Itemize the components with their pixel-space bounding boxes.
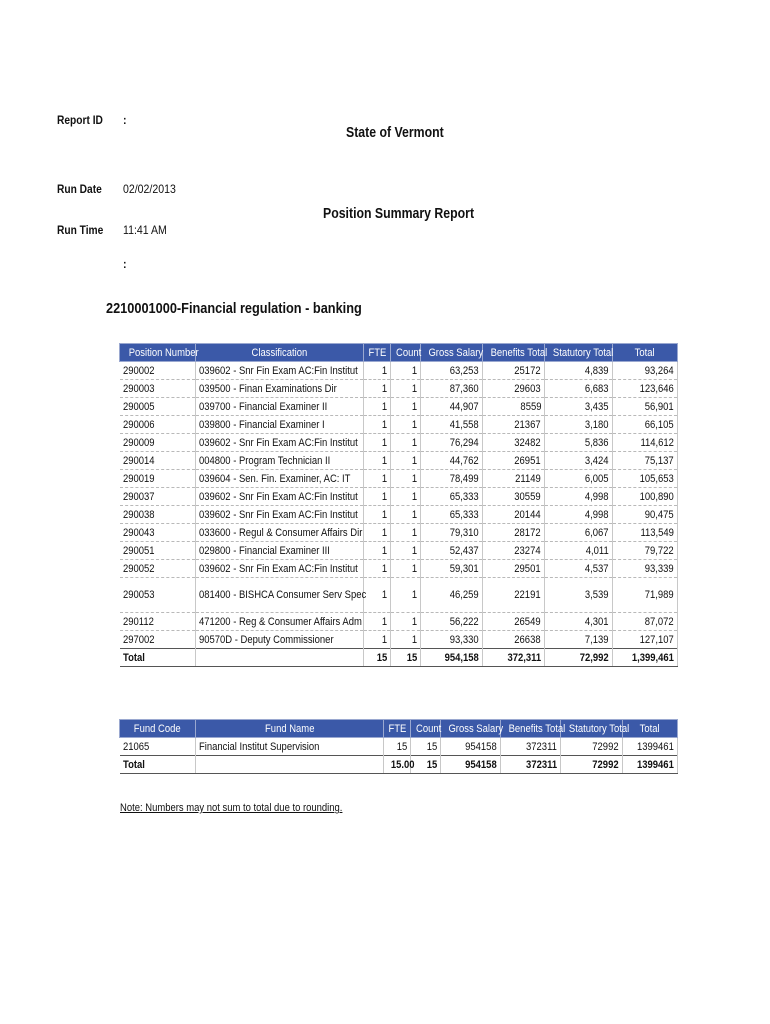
table-cell: 5,836 [545,434,613,452]
table-cell: 26638 [483,631,545,649]
table-cell: 8559 [483,398,545,416]
table-cell: 1 [391,506,421,524]
total-cell: 15 [364,649,391,667]
table-cell: 290014 [120,452,196,470]
table-cell: 71,989 [613,578,678,613]
table-cell: 290005 [120,398,196,416]
fund-table [119,719,678,774]
col-header: Classification [196,344,364,362]
table-cell: 66,105 [613,416,678,434]
table-row [120,524,678,542]
table-row [120,738,678,756]
table-cell: 039604 - Sen. Fin. Examiner, AC: IT [196,470,364,488]
table-cell: 100,890 [613,488,678,506]
total-row [120,756,678,774]
table-row [120,470,678,488]
col-header: Gross Salary [421,344,483,362]
table-cell: 56,222 [421,613,483,631]
table-cell: 290043 [120,524,196,542]
table-cell: 22191 [483,578,545,613]
table-cell: 41,558 [421,416,483,434]
col-header: Benefits Total [501,720,561,738]
table-cell: 26951 [483,452,545,470]
table-cell: 1 [391,578,421,613]
run-time-label: Run Time [57,223,104,237]
table-cell: 1 [391,434,421,452]
table-cell: 1 [364,613,391,631]
table-cell: 1 [364,506,391,524]
table-row [120,416,678,434]
table-cell: 290112 [120,613,196,631]
table-row [120,362,678,380]
table-cell: 26549 [483,613,545,631]
total-cell [196,756,384,774]
table-row [120,380,678,398]
position-table-header [120,344,678,362]
table-cell: 65,333 [421,488,483,506]
table-row [120,506,678,524]
table-cell: 90,475 [613,506,678,524]
table-cell: 1 [391,380,421,398]
total-cell: 15 [391,649,421,667]
col-header: Statutory Total [545,344,613,362]
table-cell: 1 [391,560,421,578]
table-cell: 105,653 [613,470,678,488]
total-cell: Total [120,649,196,667]
table-cell: 52,437 [421,542,483,560]
table-row [120,560,678,578]
table-cell: 1 [391,542,421,560]
table-cell: 113,549 [613,524,678,542]
run-time-value: 11:41 AM [123,223,167,237]
org-title: State of Vermont [346,124,444,141]
table-cell: 290051 [120,542,196,560]
table-cell: 290019 [120,470,196,488]
table-cell: 1 [364,560,391,578]
table-cell: 1 [391,452,421,470]
table-cell: 1 [364,398,391,416]
table-cell: 93,264 [613,362,678,380]
table-cell: 25172 [483,362,545,380]
table-cell: 6,067 [545,524,613,542]
table-row [120,542,678,560]
table-cell: 56,901 [613,398,678,416]
table-cell: 29603 [483,380,545,398]
table-cell: 3,435 [545,398,613,416]
table-cell: 29501 [483,560,545,578]
table-row [120,488,678,506]
table-cell: 1 [391,613,421,631]
col-header: Statutory Total [561,720,623,738]
table-cell: 039602 - Snr Fin Exam AC:Fin Institut [196,488,364,506]
table-cell: 290009 [120,434,196,452]
col-header: Total [623,720,678,738]
table-row [120,578,678,613]
table-cell: 15 [384,738,411,756]
table-cell: 4,839 [545,362,613,380]
table-cell: 28172 [483,524,545,542]
table-cell: 1 [391,524,421,542]
col-header: FTE [384,720,411,738]
total-cell: Total [120,756,196,774]
table-cell: 1 [364,470,391,488]
total-cell: 954,158 [421,649,483,667]
table-cell: 1 [364,488,391,506]
table-cell: 954158 [441,738,501,756]
table-cell: 039800 - Financial Examiner I [196,416,364,434]
total-cell: 1,399,461 [613,649,678,667]
table-cell: 039700 - Financial Examiner II [196,398,364,416]
table-cell: 290006 [120,416,196,434]
col-header: Fund Code [120,720,196,738]
report-id-label: Report ID [57,113,103,127]
report-id-separator: : [123,113,127,127]
table-cell: 21065 [120,738,196,756]
table-cell: 127,107 [613,631,678,649]
table-cell: 79,310 [421,524,483,542]
table-cell: 290052 [120,560,196,578]
col-header: Total [613,344,678,362]
section-title: 2210001000-Financial regulation - banking [106,300,362,317]
table-cell: 44,762 [421,452,483,470]
run-date-label: Run Date [57,182,102,196]
table-cell: 75,137 [613,452,678,470]
total-cell: 72,992 [545,649,613,667]
fund-table-header [120,720,678,738]
table-cell: 081400 - BISHCA Consumer Serv Spec [196,578,364,613]
table-cell: 039500 - Finan Examinations Dir [196,380,364,398]
table-cell: 23274 [483,542,545,560]
table-cell: 90570D - Deputy Commissioner [196,631,364,649]
total-cell: 372,311 [483,649,545,667]
table-cell: 1 [364,524,391,542]
run-date-value: 02/02/2013 [123,182,176,196]
table-cell: 76,294 [421,434,483,452]
table-cell: 290038 [120,506,196,524]
table-cell: 033600 - Regul & Consumer Affairs Dir [196,524,364,542]
table-cell: 6,683 [545,380,613,398]
table-cell: 6,005 [545,470,613,488]
table-cell: 297002 [120,631,196,649]
table-cell: 79,722 [613,542,678,560]
table-cell: 1399461 [623,738,678,756]
table-cell: 3,424 [545,452,613,470]
table-cell: 1 [364,578,391,613]
table-cell: 1 [364,434,391,452]
table-cell: 65,333 [421,506,483,524]
table-cell: 15 [411,738,441,756]
total-cell: 72992 [561,756,623,774]
table-cell: 471200 - Reg & Consumer Affairs Adm [196,613,364,631]
total-cell [196,649,364,667]
table-cell: 290003 [120,380,196,398]
col-header: Count [391,344,421,362]
table-cell: 93,339 [613,560,678,578]
table-cell: 1 [364,362,391,380]
table-row [120,434,678,452]
table-cell: 1 [364,542,391,560]
position-table [119,343,678,667]
table-cell: 1 [391,488,421,506]
col-header: FTE [364,344,391,362]
table-cell: 1 [391,362,421,380]
table-cell: 290037 [120,488,196,506]
col-header: Gross Salary [441,720,501,738]
table-cell: 1 [391,470,421,488]
table-cell: 114,612 [613,434,678,452]
total-cell: 372311 [501,756,561,774]
table-cell: 039602 - Snr Fin Exam AC:Fin Institut [196,506,364,524]
table-cell: 4,011 [545,542,613,560]
total-cell: 954158 [441,756,501,774]
col-header: Benefits Total [483,344,545,362]
report-title: Position Summary Report [323,205,475,222]
table-cell: 4,998 [545,488,613,506]
total-cell: 1399461 [623,756,678,774]
table-cell: 4,998 [545,506,613,524]
table-cell: 87,360 [421,380,483,398]
table-cell: 63,253 [421,362,483,380]
table-cell: 039602 - Snr Fin Exam AC:Fin Institut [196,362,364,380]
table-cell: 039602 - Snr Fin Exam AC:Fin Institut [196,560,364,578]
table-cell: 372311 [501,738,561,756]
table-row [120,613,678,631]
table-cell: 1 [364,452,391,470]
table-cell: 72992 [561,738,623,756]
table-cell: 21367 [483,416,545,434]
col-header: Position Number [120,344,196,362]
table-cell: 123,646 [613,380,678,398]
table-cell: 290053 [120,578,196,613]
table-cell: 1 [364,380,391,398]
table-cell: 20144 [483,506,545,524]
col-header: Count [411,720,441,738]
rounding-note: Note: Numbers may not sum to total due to rounding. [120,802,343,814]
table-cell: 30559 [483,488,545,506]
table-cell: 1 [364,631,391,649]
table-cell: 4,537 [545,560,613,578]
table-row [120,452,678,470]
table-cell: 32482 [483,434,545,452]
table-cell: 59,301 [421,560,483,578]
table-cell: 1 [391,631,421,649]
table-cell: 290002 [120,362,196,380]
table-cell: 004800 - Program Technician II [196,452,364,470]
col-header: Fund Name [196,720,384,738]
table-cell: 1 [364,416,391,434]
total-cell: 15 [411,756,441,774]
table-cell: Financial Institut Supervision [196,738,384,756]
table-cell: 46,259 [421,578,483,613]
table-cell: 44,907 [421,398,483,416]
table-cell: 1 [391,398,421,416]
table-cell: 78,499 [421,470,483,488]
table-cell: 7,139 [545,631,613,649]
table-cell: 87,072 [613,613,678,631]
table-row [120,631,678,649]
table-cell: 3,539 [545,578,613,613]
table-cell: 21149 [483,470,545,488]
extra-separator: : [123,257,127,271]
table-cell: 039602 - Snr Fin Exam AC:Fin Institut [196,434,364,452]
table-cell: 029800 - Financial Examiner III [196,542,364,560]
table-cell: 4,301 [545,613,613,631]
table-row [120,398,678,416]
table-cell: 3,180 [545,416,613,434]
total-cell: 15.00 [384,756,411,774]
table-cell: 1 [391,416,421,434]
total-row [120,649,678,667]
table-cell: 93,330 [421,631,483,649]
